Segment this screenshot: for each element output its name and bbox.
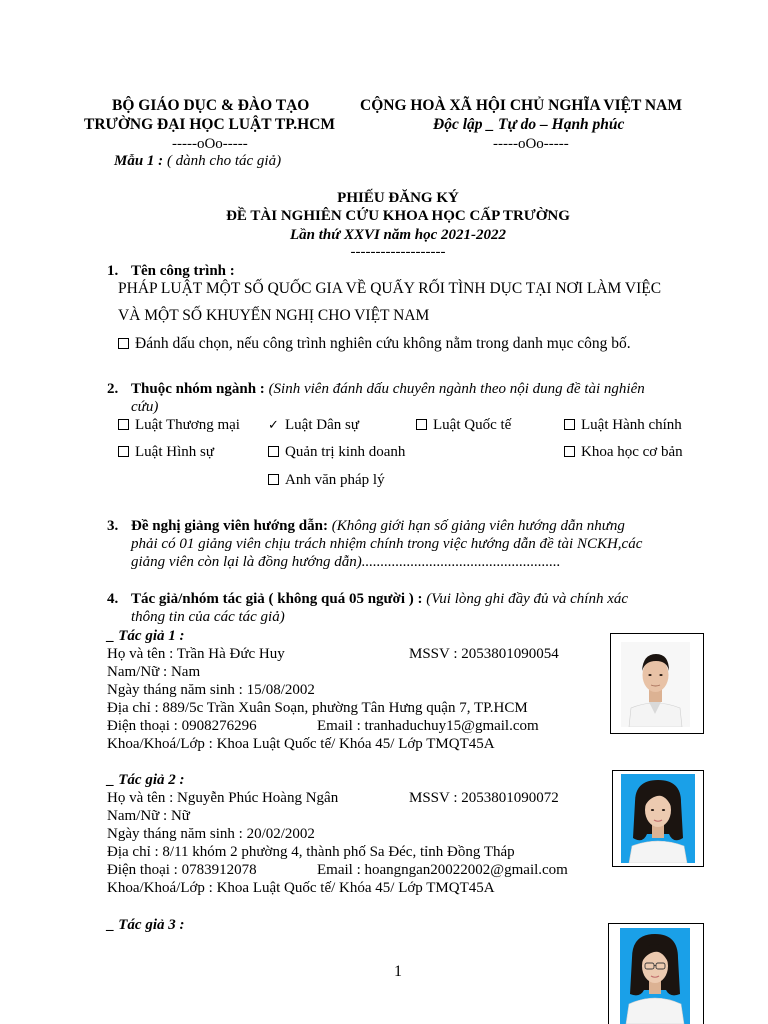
author2-gender: Nam/Nữ : Nữ [107,808,190,824]
section4-number: 4. [107,591,119,607]
section1-number: 1. [107,263,119,279]
author1-phone: Điện thoại : 0908276296 [107,718,257,734]
project-title-line2: VÀ MỘT SỐ KHUYẾN NGHỊ CHO VIỆT NAM [118,307,430,324]
major-option-label: Luật Hình sự [135,444,214,460]
checkbox-icon[interactable] [268,446,279,457]
author2-class: Khoa/Khoá/Lớp : Khoa Luật Quốc tế/ Khóa 45/ Lớp TMQT45A [107,880,495,896]
ministry-name: BỘ GIÁO DỤC & ĐÀO TẠO [112,97,310,114]
section4-heading: Tác giả/nhóm tác giả ( không quá 05 người ) : [131,591,423,607]
left-ornament: -----oOo----- [172,136,248,152]
checkmark-icon[interactable]: ✓ [268,418,279,433]
author3-photo [620,928,690,1024]
author2-label: _ Tác giả 2 : [107,772,185,788]
section4-heading-row [131,590,628,608]
title-separator: ------------------- [350,244,446,260]
author2-address: Địa chỉ : 8/11 khóm 2 phường 4, thành phố Sa Đéc, tỉnh Đồng Tháp [107,844,515,860]
major-option[interactable] [268,443,405,461]
author2-photo [621,774,695,863]
major-option-label: Luật Dân sự [285,417,359,433]
major-option-label: Luật Hành chính [581,417,682,433]
major-option[interactable] [268,471,385,489]
checkbox-icon[interactable] [564,446,575,457]
major-option-label: Quản trị kinh doanh [285,444,406,460]
national-title: CỘNG HOÀ XÃ HỘI CHỦ NGHĨA VIỆT NAM [360,97,682,114]
section2-note: (Sinh viên đánh dấu chuyên ngành theo nội dung đề tài nghiên [268,381,645,397]
checkbox-icon[interactable] [118,419,129,430]
form-subtitle: ĐỀ TÀI NGHIÊN CỨU KHOA HỌC CẤP TRƯỜNG [226,208,570,224]
major-option[interactable] [268,416,359,434]
checkbox-icon[interactable] [416,419,427,430]
author1-mssv: MSSV : 2053801090054 [409,646,559,662]
author1-class: Khoa/Khoá/Lớp : Khoa Luật Quốc tế/ Khóa 45/ Lớp TMQT45A [107,736,495,752]
major-option[interactable] [564,443,683,461]
section4-note: (Vui lòng ghi đầy đủ và chính xác [426,591,629,607]
section3-heading: Đề nghị giảng viên hướng dẫn: [131,518,328,534]
major-option[interactable] [118,416,240,434]
university-name: TRƯỜNG ĐẠI HỌC LUẬT TP.HCM [84,116,336,133]
author1-email: Email : tranhaduchuy15@gmail.com [317,718,539,734]
section2-heading-row [131,380,645,398]
author1-name: Họ và tên : Trần Hà Đức Huy [107,646,285,662]
form-note-text: ( dành cho tác giả) [166,153,282,169]
author1-gender: Nam/Nữ : Nam [107,664,201,680]
section3-note-line2: phải có 01 giảng viên chịu trách nhiệm chính trong việc hướng dẫn đề tài NCKH,các [131,536,643,552]
unpublished-checkbox-label: Đánh dấu chọn, nếu công trình nghiên cứu không nằm trong danh mục công bố. [135,335,631,352]
section3-note: (Không giới hạn số giảng viên hướng dẫn nhưng [331,518,625,534]
section2-heading: Thuộc nhóm ngành : [131,381,265,397]
section3-note-line3: giảng viên còn lại là đồng hướng dẫn)..................................................... [131,554,561,570]
project-title-line1: PHÁP LUẬT MỘT SỐ QUỐC GIA VỀ QUẤY RỐI TÌNH DỤC TẠI NƠI LÀM VIỆC [118,280,662,297]
checkbox-icon[interactable] [268,474,279,485]
unpublished-checkbox-row [118,335,631,354]
author2-name: Họ và tên : Nguyễn Phúc Hoàng Ngân [107,790,339,806]
form-note-label: Mẫu 1 : [114,153,164,169]
author3-label: _ Tác giả 3 : [107,917,185,933]
author2-mssv: MSSV : 2053801090072 [409,790,559,806]
unpublished-checkbox[interactable] [118,338,129,349]
section1-heading: Tên công trình : [131,263,235,279]
major-option[interactable] [118,443,214,461]
page-number: 1 [394,963,402,980]
major-option-label: Anh văn pháp lý [285,472,385,488]
section2-note-cont: cứu) [131,399,159,415]
author1-address: Địa chỉ : 889/5c Trần Xuân Soạn, phường Tân Hưng quận 7, TP.HCM [107,700,528,716]
form-title: PHIẾU ĐĂNG KÝ [337,190,459,206]
section2-number: 2. [107,381,119,397]
section3-heading-row [131,517,625,535]
major-option[interactable] [564,416,682,434]
section4-note-cont: thông tin của các tác giả) [131,609,285,625]
major-option-label: Luật Quốc tế [433,417,512,433]
major-option-label: Khoa học cơ bản [581,444,683,460]
right-ornament: -----oOo----- [493,136,569,152]
author3-portrait-image [620,928,690,1024]
author1-portrait-image [621,642,690,727]
author1-photo [621,642,690,727]
section3-number: 3. [107,518,119,534]
author2-portrait-image [621,774,695,863]
form-note [114,152,281,170]
checkbox-icon[interactable] [118,446,129,457]
author1-dob: Ngày tháng năm sinh : 15/08/2002 [107,682,315,698]
author2-phone: Điện thoại : 0783912078 [107,862,257,878]
major-option[interactable] [416,416,511,434]
author2-email: Email : hoangngan20022002@gmail.com [317,862,568,878]
national-motto: Độc lập _ Tự do – Hạnh phúc [433,116,625,133]
author2-dob: Ngày tháng năm sinh : 20/02/2002 [107,826,315,842]
checkbox-icon[interactable] [564,419,575,430]
major-option-label: Luật Thương mại [135,417,240,433]
author1-label: _ Tác giả 1 : [107,628,185,644]
form-edition: Lần thứ XXVI năm học 2021-2022 [289,227,507,243]
